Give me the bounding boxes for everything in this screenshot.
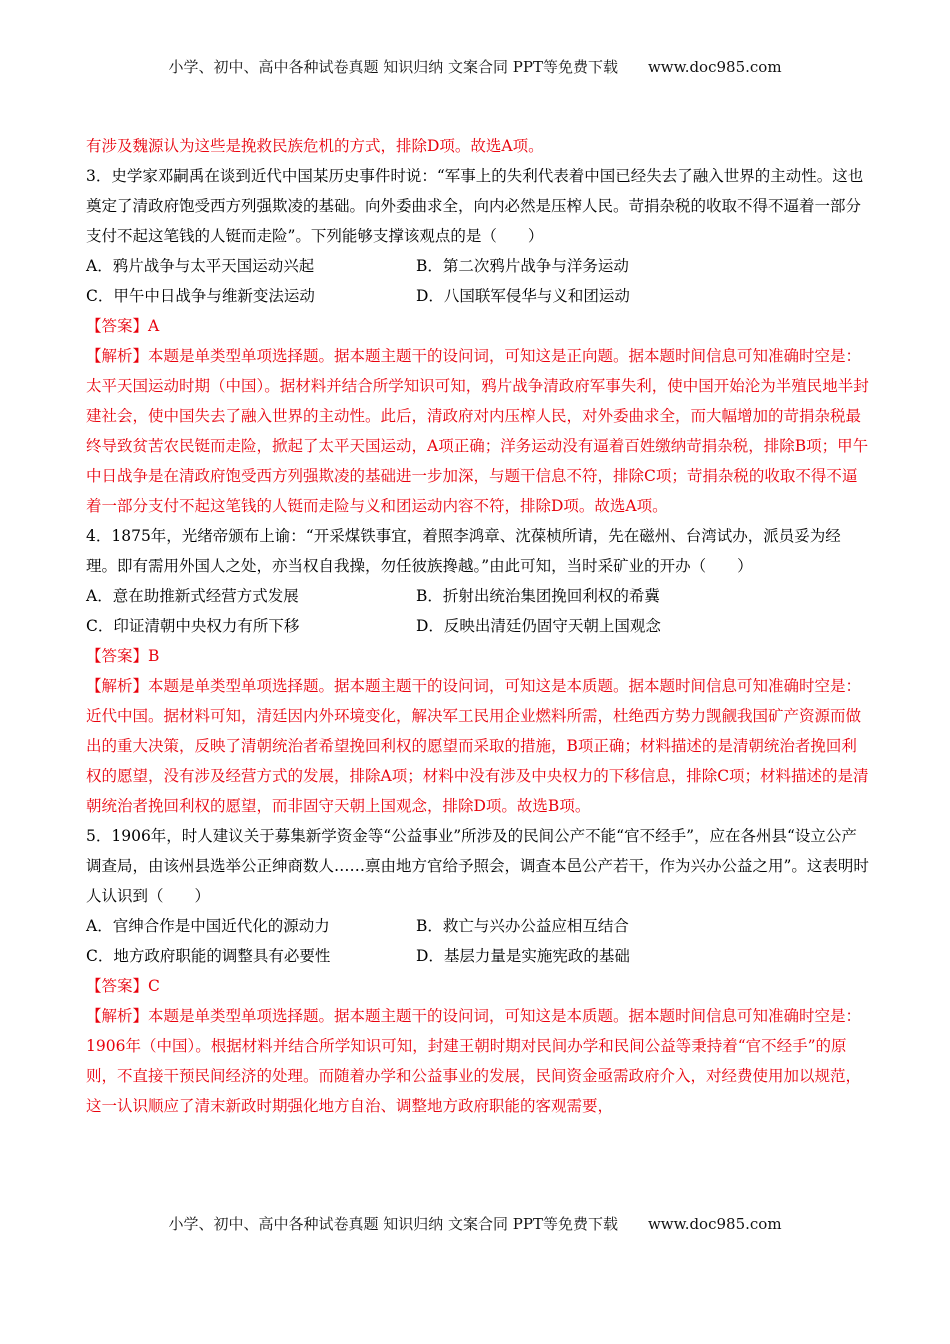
analysis-text: 【解析】本题是单类型单项选择题。据本题主题干的设问词，可知这是正向题。据本题时间信息可知准确时空是：太平天国运动时期（中国）。据材料并结合所学知识可知，鸦片战争清政府军事失利，使中国开始沦为半殖民地半封建社会，使中国失去了融入世界的主动性。此后，清政府对内压榨人民，对外委曲求全，而大幅增加的苛捐杂税最终导致贫苦农民铤而走险，掀起了太平天国运动，A项正确；洋务运动没有逼着百姓缴纳苛捐杂税，排除B项；甲午中日战争是在清政府饱受西方列强欺凌的基础进一步加深，与题干信息不符，排除C项；苛捐杂税的收取不得不逼着一部分支付不起这笔钱的人铤而走险与义和团运动内容不符，排除D项。故选A项。 xyxy=(86,347,869,515)
question-stem: 3．史学家邓嗣禹在谈到近代中国某历史事件时说：“军事上的失利代表着中国已经失去了融入世界的主动性。这也奠定了清政府饱受西方列强欺凌的基础。向外委曲求全，向内必然是压榨人民。苛捐杂税的收取不得不逼着一部分支付不起这笔钱的人铤而走险”。下列能够支撑该观点的是（ ） xyxy=(86,167,864,245)
option-d: D．基层力量是实施宪政的基础 xyxy=(416,947,630,965)
question-3 xyxy=(86,161,870,521)
option-c: C．印证清朝中央权力有所下移 xyxy=(86,617,300,635)
option-list xyxy=(86,581,870,641)
question-stem: 4．1875年，光绪帝颁布上谕：“开采煤铁事宜，着照李鸿章、沈葆桢所请，先在磁州、台湾试办，派员妥为经理。即有需用外国人之处，亦当权自我操，勿任彼族搀越。”由此可知，当时采矿业的开办（ ） xyxy=(86,527,841,575)
question-4 xyxy=(86,521,870,821)
page-footer: 小学、初中、高中各种试卷真题 知识归纳 文案合同 PPT等免费下载 www.doc985.com xyxy=(168,1215,782,1233)
option-b: B．折射出统治集团挽回利权的希冀 xyxy=(416,587,660,605)
option-c: C．地方政府职能的调整具有必要性 xyxy=(86,947,331,965)
document-body xyxy=(86,131,870,1121)
page-header: 小学、初中、高中各种试卷真题 知识归纳 文案合同 PPT等免费下载 www.doc985.com xyxy=(168,58,782,76)
previous-analysis-tail: 有涉及魏源认为这些是挽救民族危机的方式，排除D项。故选A项。 xyxy=(86,137,544,155)
option-a: A．官绅合作是中国近代化的源动力 xyxy=(86,917,330,935)
answer-label: 【答案】C xyxy=(86,977,160,995)
question-stem: 5．1906年，时人建议关于募集新学资金等“公益事业”所涉及的民间公产不能“官不经手”，应在各州县“设立公产调查局，由该州县选举公正绅商数人……禀由地方官给予照会，调查本邑公产若干，作为兴办公益之用”。这表明时人认识到（ ） xyxy=(86,827,869,905)
option-list xyxy=(86,251,870,311)
answer-label: 【答案】A xyxy=(86,317,160,335)
analysis-text: 【解析】本题是单类型单项选择题。据本题主题干的设问词，可知这是本质题。据本题时间信息可知准确时空是：1906年（中国）。根据材料并结合所学知识可知，封建王朝时期对民间办学和民间公益等秉持着“官不经手”的原则，不直接干预民间经济的处理。而随着办学和公益事业的发展，民间资金亟需政府介入，对经费使用加以规范，这一认识顺应了清末新政时期强化地方自治、调整地方政府职能的客观需要， xyxy=(86,1007,862,1115)
option-d: D．八国联军侵华与义和团运动 xyxy=(416,287,630,305)
option-b: B．第二次鸦片战争与洋务运动 xyxy=(416,257,629,275)
answer-label: 【答案】B xyxy=(86,647,160,665)
option-c: C．甲午中日战争与维新变法运动 xyxy=(86,287,315,305)
question-5 xyxy=(86,821,870,1121)
option-a: A．意在助推新式经营方式发展 xyxy=(86,587,299,605)
option-b: B．救亡与兴办公益应相互结合 xyxy=(416,917,629,935)
analysis-text: 【解析】本题是单类型单项选择题。据本题主题干的设问词，可知这是本质题。据本题时间信息可知准确时空是：近代中国。据材料可知，清廷因内外环境变化，解决军工民用企业燃料所需，杜绝西方势力觊觎我国矿产资源而做出的重大决策，反映了清朝统治者希望挽回利权的愿望而采取的措施，B项正确；材料描述的是清朝统治者挽回利权的愿望，没有涉及经营方式的发展，排除A项；材料中没有涉及中央权力的下移信息，排除C项；材料描述的是清朝统治者挽回利权的愿望，而非固守天朝上国观念，排除D项。故选B项。 xyxy=(86,677,869,815)
option-a: A．鸦片战争与太平天国运动兴起 xyxy=(86,257,315,275)
option-d: D．反映出清廷仍固守天朝上国观念 xyxy=(416,617,661,635)
option-list xyxy=(86,911,870,971)
